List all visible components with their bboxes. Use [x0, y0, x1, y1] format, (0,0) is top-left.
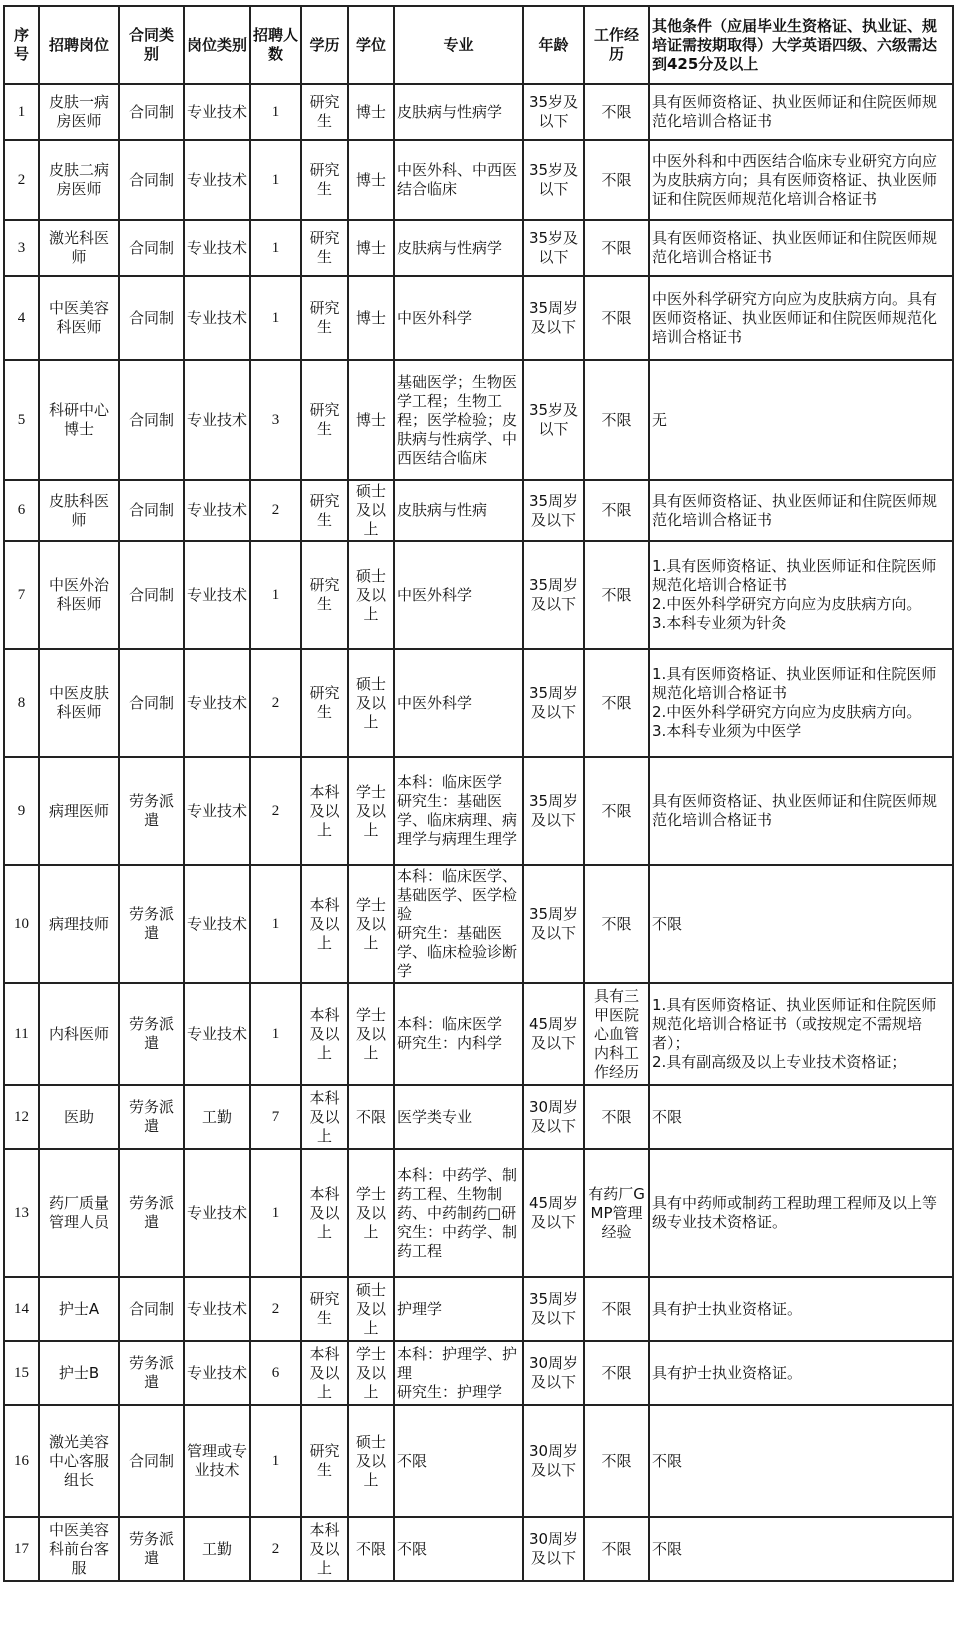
cell-education: 研究生	[301, 541, 348, 649]
cell-experience: 不限	[584, 480, 649, 541]
cell-major: 基础医学；生物医学工程；生物工程；医学检验；皮肤病与性病学、中西医结合临床	[394, 360, 523, 480]
cell-contract: 合同制	[119, 84, 184, 140]
cell-major: 中医外科、中西医结合临床	[394, 140, 523, 220]
cell-count: 2	[250, 757, 301, 865]
cell-major-line: 研究生：护理学	[397, 1382, 503, 1401]
cell-age: 35岁及以下	[523, 140, 584, 220]
cell-post: 医助	[39, 1085, 119, 1149]
cell-count: 1	[250, 541, 301, 649]
table-row	[4, 1341, 953, 1405]
table-row	[4, 220, 953, 276]
cell-major: 皮肤病与性病	[394, 480, 523, 541]
cell-major: 医学类专业	[394, 1085, 523, 1149]
cell-major	[394, 983, 523, 1085]
cell-no: 14	[4, 1277, 39, 1341]
table-row	[4, 1277, 953, 1341]
cell-category: 专业技术	[184, 480, 250, 541]
cell-age: 30周岁及以下	[523, 1085, 584, 1149]
cell-post: 科研中心博士	[39, 360, 119, 480]
cell-other: 不限	[649, 1517, 953, 1581]
cell-degree: 硕士及以上	[348, 480, 394, 541]
cell-age: 35周岁及以下	[523, 541, 584, 649]
cell-experience: 不限	[584, 360, 649, 480]
cell-count: 1	[250, 220, 301, 276]
cell-major: 皮肤病与性病学	[394, 220, 523, 276]
cell-age: 35周岁及以下	[523, 757, 584, 865]
cell-experience: 不限	[584, 140, 649, 220]
cell-no: 17	[4, 1517, 39, 1581]
cell-other	[649, 983, 953, 1085]
cell-major-line: 研究生：内科学	[397, 1034, 503, 1052]
cell-education: 研究生	[301, 360, 348, 480]
cell-age: 45周岁及以下	[523, 1149, 584, 1277]
cell-contract: 劳务派遣	[119, 1149, 184, 1277]
cell-no: 2	[4, 140, 39, 220]
table-body	[4, 84, 953, 1581]
cell-age: 35岁及以下	[523, 360, 584, 480]
header-count: 招聘人数	[250, 6, 301, 84]
cell-contract: 合同制	[119, 1277, 184, 1341]
cell-category: 专业技术	[184, 360, 250, 480]
cell-other: 具有医师资格证、执业医师证和住院医师规范化培训合格证书	[649, 480, 953, 541]
table-header-row	[4, 6, 953, 84]
cell-degree: 学士及以上	[348, 865, 394, 983]
cell-age: 35周岁及以下	[523, 649, 584, 757]
table-row	[4, 480, 953, 541]
table-row	[4, 757, 953, 865]
cell-experience: 不限	[584, 757, 649, 865]
header-post: 招聘岗位	[39, 6, 119, 84]
cell-other-line: 1.具有医师资格证、执业医师证和住院医师规范化培训合格证书	[652, 557, 937, 594]
cell-post: 皮肤科医师	[39, 480, 119, 541]
cell-no: 7	[4, 541, 39, 649]
cell-other: 不限	[649, 865, 953, 983]
cell-post: 中医美容科前台客服	[39, 1517, 119, 1581]
cell-major: 中医外科学	[394, 276, 523, 360]
cell-post: 护士B	[39, 1341, 119, 1405]
cell-major: 护理学	[394, 1277, 523, 1341]
cell-contract: 合同制	[119, 360, 184, 480]
cell-post: 病理医师	[39, 757, 119, 865]
cell-post: 中医皮肤科医师	[39, 649, 119, 757]
cell-other-line: 3.本科专业须为中医学	[652, 722, 802, 740]
cell-contract: 劳务派遣	[119, 865, 184, 983]
cell-other-line: 3.本科专业须为针灸	[652, 614, 787, 632]
cell-other: 具有护士执业资格证。	[649, 1277, 953, 1341]
cell-experience: 不限	[584, 1277, 649, 1341]
cell-category: 专业技术	[184, 276, 250, 360]
cell-major: 不限	[394, 1517, 523, 1581]
cell-no: 10	[4, 865, 39, 983]
cell-no: 12	[4, 1085, 39, 1149]
table-row	[4, 649, 953, 757]
cell-category: 专业技术	[184, 1277, 250, 1341]
cell-other: 中医外科学研究方向应为皮肤病方向。具有医师资格证、执业医师证和住院医师规范化培训合格证书	[649, 276, 953, 360]
header-experience: 工作经历	[584, 6, 649, 84]
cell-education: 研究生	[301, 649, 348, 757]
cell-category: 工勤	[184, 1517, 250, 1581]
cell-education: 本科及以上	[301, 983, 348, 1085]
cell-degree: 博士	[348, 140, 394, 220]
table-row	[4, 84, 953, 140]
cell-other: 无	[649, 360, 953, 480]
cell-post: 中医外治科医师	[39, 541, 119, 649]
cell-degree: 不限	[348, 1085, 394, 1149]
cell-other-line: 1.具有医师资格证、执业医师证和住院医师规范化培训合格证书	[652, 665, 937, 702]
cell-category: 专业技术	[184, 865, 250, 983]
cell-contract: 合同制	[119, 140, 184, 220]
cell-major-line: 本科：临床医学	[397, 773, 503, 791]
cell-contract: 劳务派遣	[119, 1341, 184, 1405]
cell-contract: 合同制	[119, 649, 184, 757]
cell-count: 1	[250, 865, 301, 983]
cell-count: 6	[250, 1341, 301, 1405]
table-row	[4, 1405, 953, 1517]
cell-category: 专业技术	[184, 649, 250, 757]
cell-count: 1	[250, 1149, 301, 1277]
cell-education: 本科及以上	[301, 1085, 348, 1149]
cell-education: 本科及以上	[301, 1517, 348, 1581]
header-major: 专业	[394, 6, 523, 84]
cell-post: 病理技师	[39, 865, 119, 983]
cell-category: 专业技术	[184, 84, 250, 140]
cell-degree: 不限	[348, 1517, 394, 1581]
table-row	[4, 865, 953, 983]
header-education: 学历	[301, 6, 348, 84]
cell-experience: 不限	[584, 865, 649, 983]
cell-other: 具有护士执业资格证。	[649, 1341, 953, 1405]
cell-count: 1	[250, 1405, 301, 1517]
cell-no: 4	[4, 276, 39, 360]
cell-no: 3	[4, 220, 39, 276]
header-degree: 学位	[348, 6, 394, 84]
cell-major-line: 研究生：基础医学、临床病理、病理学与病理生理学	[397, 792, 518, 848]
table-row	[4, 983, 953, 1085]
cell-category: 专业技术	[184, 140, 250, 220]
cell-other: 不限	[649, 1405, 953, 1517]
cell-other-line: 2.具有副高级及以上专业技术资格证；	[652, 1053, 907, 1071]
header-no: 序号	[4, 6, 39, 84]
cell-experience: 不限	[584, 1341, 649, 1405]
cell-no: 6	[4, 480, 39, 541]
cell-category: 专业技术	[184, 983, 250, 1085]
table-row	[4, 1149, 953, 1277]
cell-other	[649, 649, 953, 757]
cell-contract: 合同制	[119, 480, 184, 541]
cell-age: 35周岁及以下	[523, 1277, 584, 1341]
cell-contract: 劳务派遣	[119, 1085, 184, 1149]
cell-education: 研究生	[301, 84, 348, 140]
cell-education: 研究生	[301, 480, 348, 541]
cell-major-line: 本科：临床医学	[397, 1015, 503, 1033]
cell-post: 内科医师	[39, 983, 119, 1085]
cell-major-line: 本科：临床医学、基础医学、医学检验	[397, 867, 518, 923]
cell-count: 3	[250, 360, 301, 480]
cell-category: 管理或专业技术	[184, 1405, 250, 1517]
cell-count: 1	[250, 84, 301, 140]
cell-education: 研究生	[301, 276, 348, 360]
cell-major: 中医外科学	[394, 541, 523, 649]
cell-category: 专业技术	[184, 220, 250, 276]
recruitment-table	[3, 5, 954, 1582]
cell-category: 专业技术	[184, 1149, 250, 1277]
cell-degree: 学士及以上	[348, 1341, 394, 1405]
cell-contract: 劳务派遣	[119, 757, 184, 865]
cell-contract: 合同制	[119, 1405, 184, 1517]
cell-degree: 博士	[348, 360, 394, 480]
cell-age: 35周岁及以下	[523, 865, 584, 983]
cell-major-line: 本科：护理学、护理	[397, 1344, 518, 1382]
cell-education: 本科及以上	[301, 757, 348, 865]
cell-no: 15	[4, 1341, 39, 1405]
cell-no: 13	[4, 1149, 39, 1277]
cell-degree: 硕士及以上	[348, 541, 394, 649]
cell-age: 35周岁及以下	[523, 276, 584, 360]
cell-post: 中医美容科医师	[39, 276, 119, 360]
cell-education: 本科及以上	[301, 1149, 348, 1277]
cell-education: 本科及以上	[301, 865, 348, 983]
cell-contract: 劳务派遣	[119, 1517, 184, 1581]
cell-count: 2	[250, 649, 301, 757]
cell-experience: 具有三甲医院心血管内科工作经历	[584, 983, 649, 1085]
cell-degree: 博士	[348, 220, 394, 276]
table-row	[4, 1085, 953, 1149]
cell-experience: 不限	[584, 1517, 649, 1581]
cell-degree: 硕士及以上	[348, 1277, 394, 1341]
cell-category: 专业技术	[184, 1341, 250, 1405]
cell-other-line: 2.中医外科学研究方向应为皮肤病方向。	[652, 595, 922, 613]
cell-post: 药厂质量管理人员	[39, 1149, 119, 1277]
cell-education: 研究生	[301, 220, 348, 276]
cell-category: 工勤	[184, 1085, 250, 1149]
cell-other: 具有医师资格证、执业医师证和住院医师规范化培训合格证书	[649, 757, 953, 865]
cell-other: 具有医师资格证、执业医师证和住院医师规范化培训合格证书	[649, 84, 953, 140]
cell-major	[394, 757, 523, 865]
table-row	[4, 1517, 953, 1581]
cell-major-line: 研究生：基础医学、临床检验诊断学	[397, 924, 518, 980]
cell-education: 研究生	[301, 1405, 348, 1517]
cell-experience: 不限	[584, 84, 649, 140]
cell-age: 35周岁及以下	[523, 480, 584, 541]
cell-count: 2	[250, 1517, 301, 1581]
cell-count: 1	[250, 983, 301, 1085]
cell-degree: 学士及以上	[348, 1149, 394, 1277]
cell-major	[394, 865, 523, 983]
cell-experience: 不限	[584, 276, 649, 360]
cell-contract: 劳务派遣	[119, 983, 184, 1085]
header-other: 其他条件（应届毕业生资格证、执业证、规培证需按期取得）大学英语四级、六级需达到425分及以上	[649, 6, 953, 84]
cell-count: 1	[250, 276, 301, 360]
cell-contract: 合同制	[119, 541, 184, 649]
cell-age: 30周岁及以下	[523, 1341, 584, 1405]
cell-post: 护士A	[39, 1277, 119, 1341]
cell-age: 35岁及以下	[523, 84, 584, 140]
cell-degree: 硕士及以上	[348, 649, 394, 757]
cell-degree: 博士	[348, 276, 394, 360]
cell-other-line: 1.具有医师资格证、执业医师证和住院医师规范化培训合格证书（或按规定不需规培者）；	[652, 996, 937, 1052]
cell-post: 激光美容中心客服组长	[39, 1405, 119, 1517]
cell-count: 2	[250, 1277, 301, 1341]
cell-other: 具有中药师或制药工程助理工程师及以上等级专业技术资格证。	[649, 1149, 953, 1277]
table-row	[4, 360, 953, 480]
cell-other	[649, 541, 953, 649]
cell-post: 皮肤二病房医师	[39, 140, 119, 220]
cell-major: 皮肤病与性病学	[394, 84, 523, 140]
cell-age: 30周岁及以下	[523, 1517, 584, 1581]
cell-experience: 不限	[584, 1405, 649, 1517]
cell-education: 研究生	[301, 1277, 348, 1341]
header-category: 岗位类别	[184, 6, 250, 84]
cell-count: 1	[250, 140, 301, 220]
header-contract: 合同类别	[119, 6, 184, 84]
cell-no: 8	[4, 649, 39, 757]
cell-count: 7	[250, 1085, 301, 1149]
cell-category: 专业技术	[184, 541, 250, 649]
cell-education: 本科及以上	[301, 1341, 348, 1405]
cell-degree: 学士及以上	[348, 757, 394, 865]
cell-no: 1	[4, 84, 39, 140]
cell-major: 不限	[394, 1405, 523, 1517]
cell-no: 11	[4, 983, 39, 1085]
table-row	[4, 140, 953, 220]
header-age: 年龄	[523, 6, 584, 84]
cell-age: 30周岁及以下	[523, 1405, 584, 1517]
cell-experience: 不限	[584, 541, 649, 649]
cell-contract: 合同制	[119, 220, 184, 276]
cell-other-line: 2.中医外科学研究方向应为皮肤病方向。	[652, 703, 922, 721]
cell-post: 激光科医师	[39, 220, 119, 276]
cell-other: 具有医师资格证、执业医师证和住院医师规范化培训合格证书	[649, 220, 953, 276]
cell-no: 5	[4, 360, 39, 480]
cell-major: 本科：中药学、制药工程、生物制药、中药制药□研究生：中药学、制药工程	[394, 1149, 523, 1277]
cell-age: 35岁及以下	[523, 220, 584, 276]
table-row	[4, 276, 953, 360]
cell-experience: 不限	[584, 649, 649, 757]
cell-degree: 硕士及以上	[348, 1405, 394, 1517]
cell-no: 16	[4, 1405, 39, 1517]
cell-degree: 学士及以上	[348, 983, 394, 1085]
cell-post: 皮肤一病房医师	[39, 84, 119, 140]
cell-count: 2	[250, 480, 301, 541]
cell-category: 专业技术	[184, 757, 250, 865]
cell-age: 45周岁及以下	[523, 983, 584, 1085]
cell-experience: 有药厂GMP管理经验	[584, 1149, 649, 1277]
cell-no: 9	[4, 757, 39, 865]
table-row	[4, 541, 953, 649]
cell-major	[394, 1341, 523, 1405]
cell-education: 研究生	[301, 140, 348, 220]
cell-contract: 合同制	[119, 276, 184, 360]
cell-major: 中医外科学	[394, 649, 523, 757]
cell-degree: 博士	[348, 84, 394, 140]
cell-experience: 不限	[584, 1085, 649, 1149]
cell-experience: 不限	[584, 220, 649, 276]
cell-other: 不限	[649, 1085, 953, 1149]
cell-other: 中医外科和中西医结合临床专业研究方向应为皮肤病方向；具有医师资格证、执业医师证和住院医师规范化培训合格证书	[649, 140, 953, 220]
